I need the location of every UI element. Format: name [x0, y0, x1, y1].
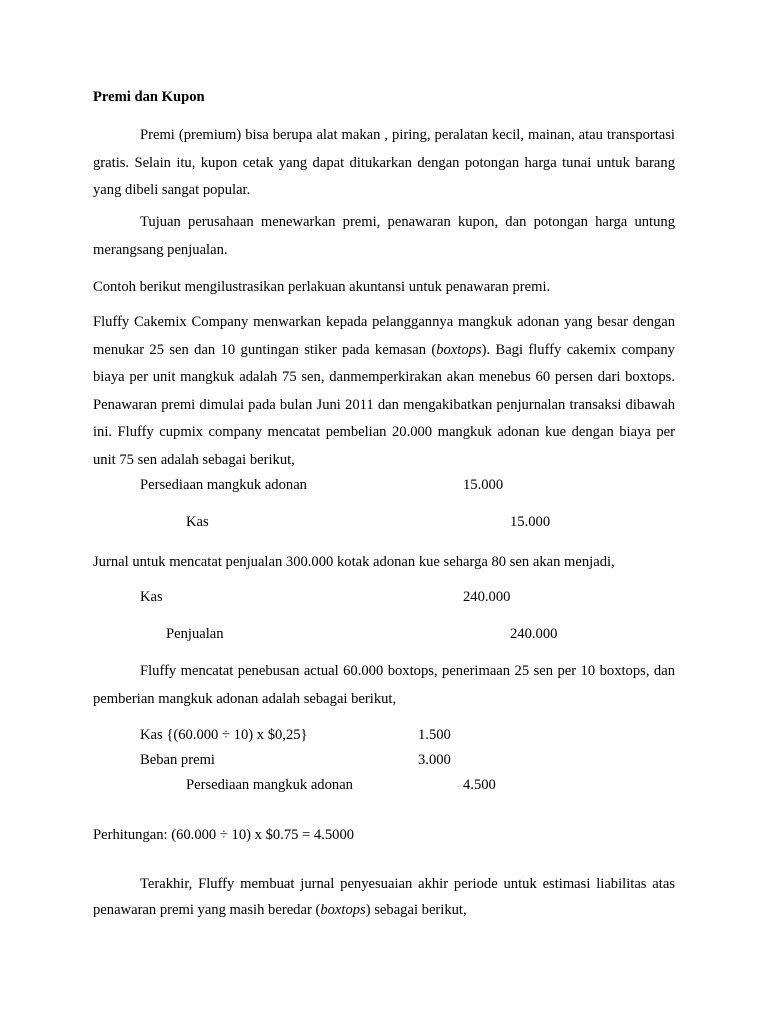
journal3-credit-amount: 4.500	[463, 777, 496, 793]
text-run: Terakhir, Fluffy membuat jurnal penyesuaian akhir periode untuk estimasi liabilitas atas penawaran premi yang masih beredar (	[93, 876, 675, 918]
text-run: ) sebagai berikut,	[365, 901, 467, 918]
journal2-debit-amount: 240.000	[463, 589, 511, 605]
journal3-debit2-account: Beban premi	[140, 752, 215, 768]
journal1-credit-account: Kas	[186, 514, 209, 530]
paragraph-fluffy-case	[93, 309, 675, 474]
paragraph-redemption: Fluffy mencatat penebusan actual 60.000 boxtops, penerimaan 25 sen per 10 boxtops, dan pemberian mangkuk adonan adalah sebagai berikut,	[93, 663, 675, 707]
journal3-debit1-account: Kas {(60.000 ÷ 10) x $0,25}	[140, 727, 308, 743]
journal1-credit-amount: 15.000	[510, 514, 551, 530]
paragraph-premi-definition: Premi (premium) bisa berupa alat makan , piring, peralatan kecil, mainan, atau transportasi gratis. Selain itu, kupon cetak yang dapat ditukarkan dengan potongan harga tunai untuk barang yang dibeli sangat popular.	[93, 127, 675, 198]
journal3-debit2-amount: 3.000	[418, 752, 451, 768]
italic-term: boxtops	[320, 901, 366, 918]
calculation-line: Perhitungan: (60.000 ÷ 10) x $0.75 = 4.5000	[93, 827, 355, 843]
paragraph-adjustment	[93, 872, 675, 923]
journal2-credit-account: Penjualan	[166, 626, 224, 642]
journal1-debit-account: Persediaan mangkuk adonan	[140, 477, 307, 493]
journal2-debit-account: Kas	[140, 589, 163, 605]
journal1-debit-amount: 15.000	[463, 477, 504, 493]
italic-term: boxtops	[436, 341, 482, 358]
text-run: Fluffy Cakemix Company menwarkan kepada pelanggannya mangkuk adonan yang besar dengan menukar 25 sen dan 10 guntingan stiker pada kemasan (	[93, 314, 675, 358]
text-run: ). Bagi fluffy cakemix company biaya per unit mangkuk adalah 75 sen, danmemperkirakan akan menebus 60 persen dari boxtops. Penawaran premi dimulai pada bulan Juni 2011 dan mengakibatkan penjurnalan transaksi dibawah ini. Fluffy cupmix company mencatat pembelian 20.000 mangkuk adonan kue dengan biaya per unit 75 sen adalah sebagai berikut,	[93, 341, 675, 468]
journal2-credit-amount: 240.000	[510, 626, 558, 642]
journal3-debit1-amount: 1.500	[418, 727, 451, 743]
paragraph-purpose: Tujuan perusahaan menewarkan premi, penawaran kupon, dan potongan harga untung merangsang penjualan.	[93, 214, 675, 258]
journal3-credit-account: Persediaan mangkuk adonan	[186, 777, 353, 793]
paragraph-example-intro: Contoh berikut mengilustrasikan perlakuan akuntansi untuk penawaran premi.	[93, 279, 551, 295]
paragraph-sales-journal: Jurnal untuk mencatat penjualan 300.000 kotak adonan kue seharga 80 sen akan menjadi,	[93, 554, 615, 570]
section-heading: Premi dan Kupon	[93, 89, 205, 105]
